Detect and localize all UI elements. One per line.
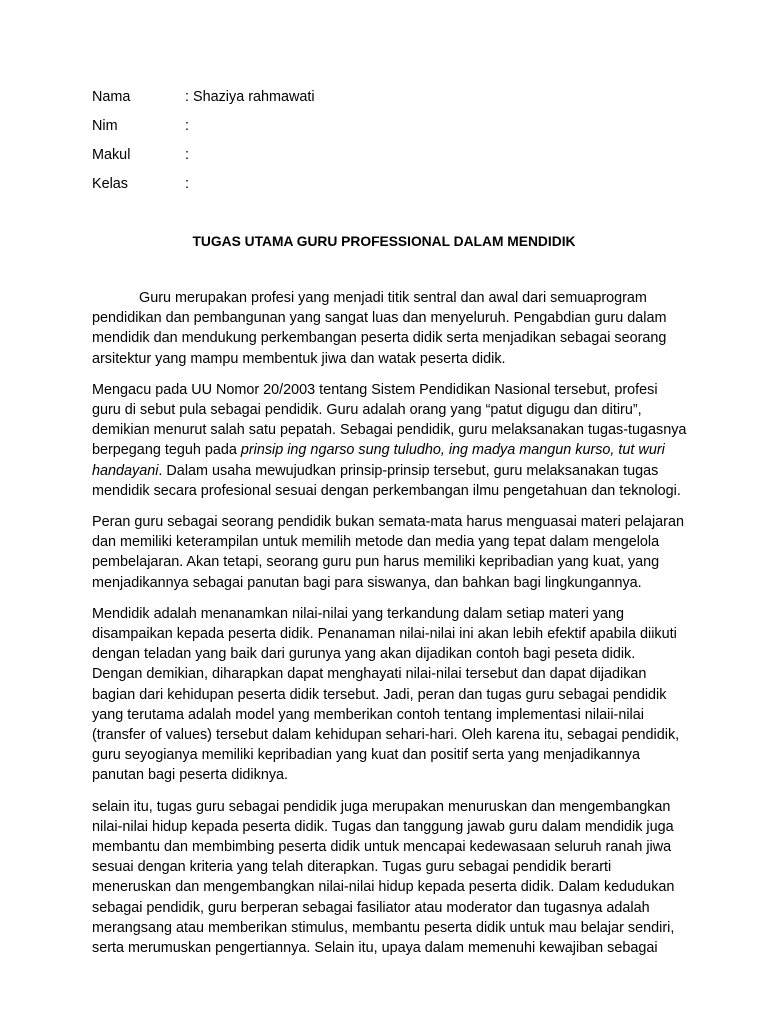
- identity-row-name: [92, 86, 652, 115]
- text-line: dan memiliki keterampilan untuk memilih metode dan media yang tepat dalam mengelola: [92, 534, 660, 551]
- text-line: guru seyogianya memiliki kepribadian yang kuat dan positif serta yang menjadikannya: [92, 747, 640, 764]
- text-line: nilai-nilai hidup kepada peserta didik. Tugas dan tanggung jawab guru dalam mendidik juga: [92, 818, 674, 835]
- identity-label: Nim: [92, 118, 118, 134]
- text-line: disampaikan kepada peserta didik. Penanaman nilai-nilai ini akan lebih efektif apabila diikuti: [92, 626, 677, 643]
- identity-label: Kelas: [92, 176, 128, 192]
- text-line: pembelajaran. Akan tetapi, seorang guru pun harus memiliki kepribadian yang kuat, yang: [92, 554, 660, 571]
- text-line: selain itu, tugas guru sebagai pendidik juga merupakan menuruskan dan mengembangkan: [92, 798, 671, 815]
- italic-phrase: prinsip ing ngarso sung tuludho, ing madya mangun kurso, tut wuri: [240, 442, 665, 459]
- text-line: sesuai dengan kriteria yang telah diterapkan. Tugas guru sebagai pendidik berarti: [92, 859, 612, 876]
- text-line: Guru merupakan profesi yang menjadi titik sentral dan awal dari semuaprogram: [139, 290, 647, 306]
- identity-label: Nama: [92, 89, 131, 105]
- document-body: [92, 288, 687, 969]
- text-line: merangsang atau memberikan stimulus, membantu peserta didik untuk mau belajar sendiri,: [92, 919, 675, 936]
- text-line: meneruskan dan mengembangkan nilai-nilai hidup kepada peserta didik. Dalam kedudukan: [92, 879, 675, 896]
- text-line: mendidik secara profesional sesuai dengan perkembangan ilmu pengetahuan dan teknologi.: [92, 482, 681, 499]
- text-line: demikian menurut salah satu pepatah. Sebagai pendidik, guru melaksanakan tugas-tugasnya: [92, 422, 687, 439]
- identity-value: : Shaziya rahmawati: [185, 89, 315, 105]
- text-segment: . Dalam usaha mewujudkan prinsip-prinsip tersebut, guru melaksanakan tugas: [158, 462, 659, 479]
- text-segment: berpegang teguh pada: [92, 442, 241, 459]
- paragraph-5: [92, 797, 676, 959]
- text-line: dengan teladan yang baik dari gurunya yang akan dijadikan contoh bagi peseta didik.: [92, 646, 636, 663]
- document-title: TUGAS UTAMA GURU PROFESSIONAL DALAM MENDIDIK: [192, 234, 576, 249]
- text-line: panutan bagi peserta didiknya.: [92, 767, 289, 784]
- text-line: Mendidik adalah menanamkan nilai-nilai yang terkandung dalam setiap materi yang: [92, 605, 624, 622]
- text-line: Dengan demikian, diharapkan dapat menghayati nilai-nilai tersebut dan dapat dijadikan: [92, 666, 647, 683]
- text-line: sebagai pendidik, guru berperan sebagai fasiliator atau moderator dan tugasnya adalah: [92, 899, 650, 916]
- paragraph-2: [92, 380, 687, 501]
- text-line: arsitektur yang mampu membentuk jiwa dan watak peserta didik.: [92, 350, 506, 367]
- text-line: serta merumuskan pengertiannya. Selain itu, upaya dalam memenuhi kewajiban sebagai: [92, 940, 658, 957]
- paragraph-4: [92, 604, 680, 786]
- text-line: Mengacu pada UU Nomor 20/2003 tentang Sistem Pendidikan Nasional tersebut, profesi: [92, 381, 658, 398]
- text-line: mendidik dan mendukung perkembangan peserta didik serta menjadikan sebagai seorang: [92, 330, 667, 347]
- identity-value: :: [185, 118, 189, 134]
- text-line: yang terutama adalah model yang memberikan contoh tentang implementasi nilaii-nilai: [92, 706, 644, 723]
- text-line: (transfer of values) tersebut dalam kehidupan sehari-hari. Oleh karena itu, sebagai pendidik,: [92, 727, 680, 744]
- text-line: pendidikan dan pembangunan yang sangat luas dan menyeluruh. Pengabdian guru dalam: [92, 310, 667, 327]
- identity-value: :: [185, 176, 189, 192]
- text-line: guru di sebut pula sebagai pendidik. Guru adalah orang yang “patut digugu dan ditiru”,: [92, 402, 642, 419]
- student-identity-block: [92, 86, 652, 202]
- paragraph-3: [92, 512, 684, 593]
- identity-row-nim: [92, 115, 652, 144]
- text-line: [92, 440, 676, 460]
- identity-row-makul: [92, 144, 652, 173]
- identity-row-kelas: [92, 173, 652, 202]
- text-line: bagian dari kehidupan peserta didik tersebut. Jadi, peran dan tugas guru sebagai pendidik: [92, 686, 667, 703]
- text-line: Peran guru sebagai seorang pendidik bukan semata-mata harus menguasai materi pelajaran: [92, 514, 684, 531]
- paragraph-1: [92, 288, 676, 369]
- identity-value: :: [185, 147, 189, 163]
- identity-label: Makul: [92, 147, 131, 163]
- italic-phrase: handayani: [92, 462, 159, 479]
- text-line: [92, 461, 676, 481]
- text-line: membantu dan membimbing peserta didik untuk mencapai kedewasaan seluruh ranah jiwa: [92, 839, 672, 856]
- text-line: menjadikannya sebagai panutan bagi para siswanya, dan bahkan bagi lingkungannya.: [92, 574, 642, 591]
